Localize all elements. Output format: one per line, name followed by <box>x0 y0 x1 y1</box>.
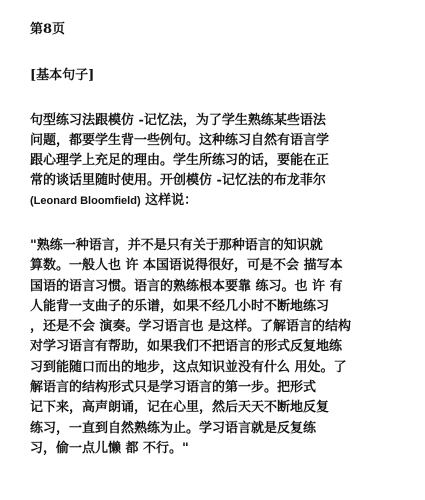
paragraph-2-quote <box>30 236 400 459</box>
quote-line: 对学习语言有帮助，如果我们不把语言的形式反复地练 <box>30 339 343 355</box>
quote-line: 习，偷一点儿懒 都 不行。" <box>30 440 189 456</box>
quote-line: "熟练一种语言，并不是只有关于那种语言的知识就 <box>30 238 323 253</box>
quote-line: ，还是不会 演奏。学习语言也 是这样。了解语言的结构 <box>30 319 352 335</box>
paragraph-1 <box>30 111 400 211</box>
bloomfield-name: (Leonard Bloomfield) <box>30 195 141 207</box>
quote-line: 国语的语言习惯。语言的熟练根本要靠 练习。也 许 有 <box>30 278 343 294</box>
paragraph-line: 跟心理学上充足的理由。学生所练习的话，要能在正 <box>30 153 330 168</box>
paragraph-line-tail: 这样说： <box>140 193 198 208</box>
quote-line: 习到能随口而出的地步，这点知识並没有什么 用处。了 <box>30 359 347 375</box>
quote-line: 人能背一支曲子的乐谱，如果不经几小时不断地练习 <box>30 298 330 314</box>
quote-line: 练习，一直到自然熟练为止。学习语言就是反复练 <box>30 420 317 436</box>
quote-line: 算数。一般人也 许 本国语说得很好，可是不会 描写本 <box>30 258 343 274</box>
paragraph-line-last <box>30 191 400 211</box>
quote-line: 记下来，高声朗诵，记在心里，然后天天不断地反复 <box>30 400 330 416</box>
paragraph-line: 常的谈话里随时使用。开创模仿 -记忆法的布龙菲尔 <box>30 173 326 188</box>
section-title: [基本句子] <box>30 68 95 83</box>
paragraph-line: 问题，都要学生背一些例句。这种练习自然有语言学 <box>30 133 330 148</box>
page-number: 第8页 <box>30 22 66 37</box>
paragraph-line: 句型练习法跟模仿 -记忆法，为了学生熟练某些语法 <box>30 113 326 128</box>
quote-line: 解语言的结构形式只是学习语言的第一步。把形式 <box>30 380 317 396</box>
